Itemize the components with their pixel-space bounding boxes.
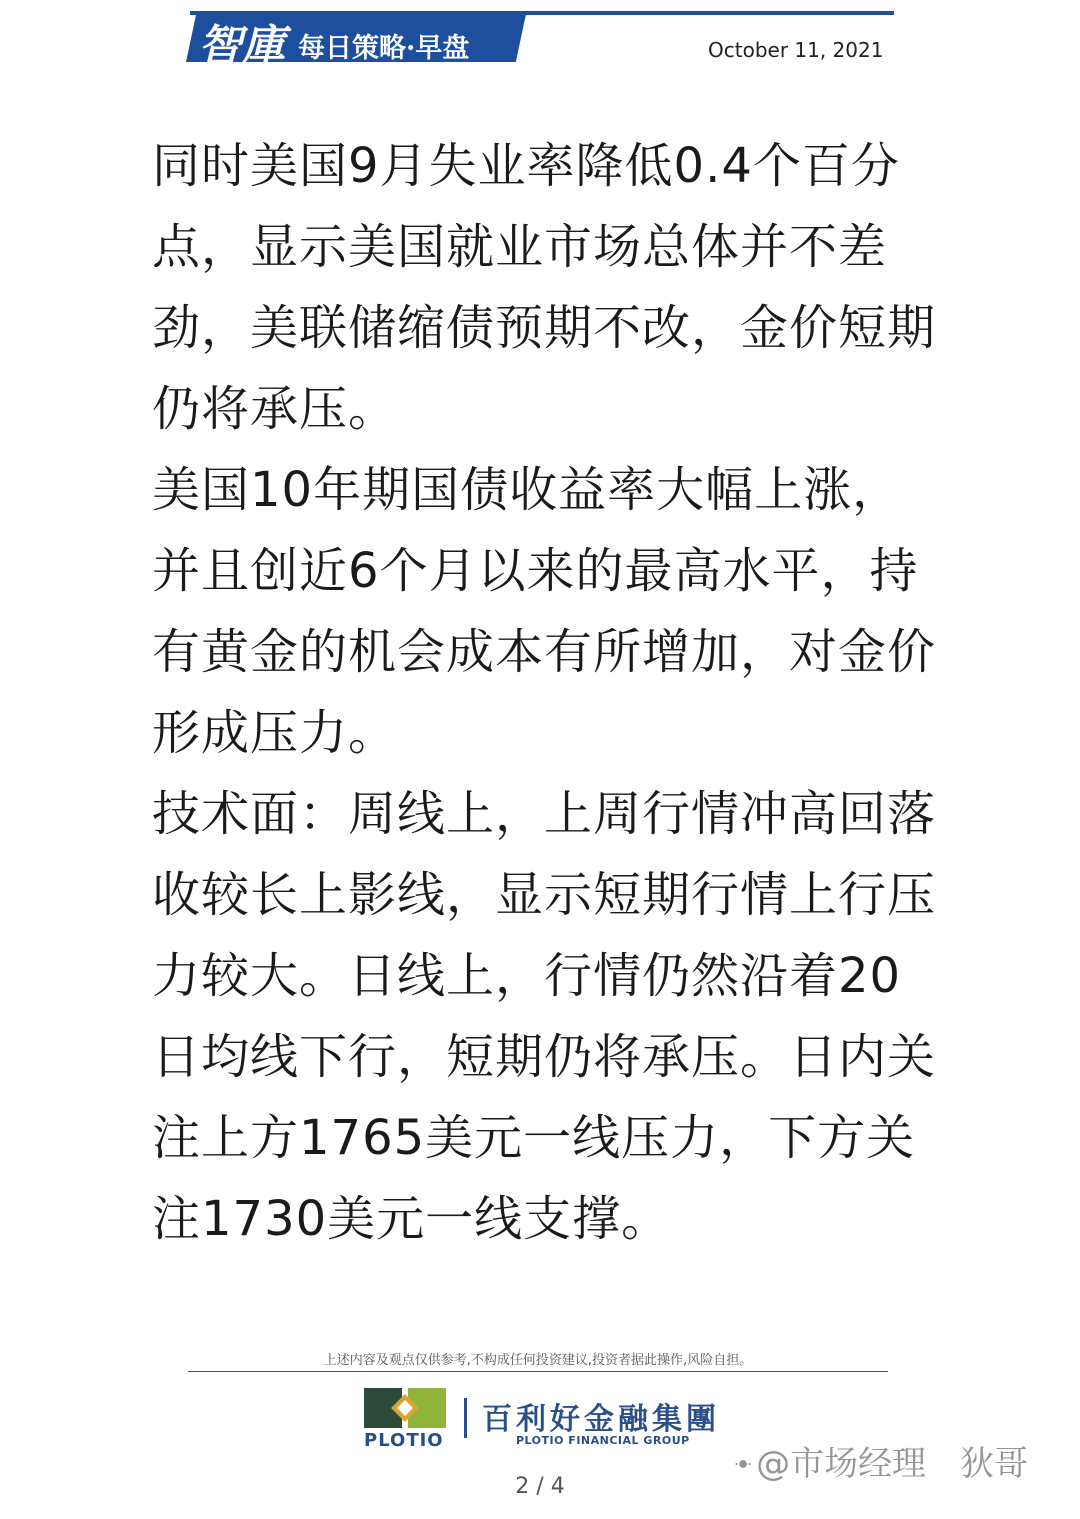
group-name-en: PLOTIO FINANCIAL GROUP — [516, 1434, 690, 1447]
page-indicator: 2 / 4 — [515, 1474, 565, 1499]
paragraph-treasury-yield: 美国10年期国债收益率大幅上涨，并且创近6个月以来的最高水平，持有黄金的机会成本有所增加，对金价形成压力。 — [152, 462, 937, 761]
logo-wordmark: PLOTIO — [364, 1430, 444, 1451]
article-body — [152, 126, 942, 1260]
paragraph-technical-analysis: 技术面：周线上，上周行情冲高回落收较长上影线，显示短期行情上行压力较大。日线上，行情仍然沿着20日均线下行，短期仍将承压。日内关注上方1765美元一线压力，下方关注1730美元一线支撑。 — [152, 786, 937, 1247]
disclaimer: 上述内容及观点仅供参考,不构成任何投资建议,投资者据此操作,风险自担。 — [188, 1349, 888, 1372]
page-header — [0, 0, 1080, 80]
company-logo — [364, 1388, 744, 1452]
watermark-text: @市场经理 狄哥 — [756, 1444, 1029, 1484]
brand-subtitle: 每日策略·早盘 — [298, 33, 470, 64]
brand-main: 智庫 — [198, 21, 284, 72]
logo-divider — [464, 1398, 467, 1438]
paragraph-unemployment: 同时美国9月失业率降低0.4个百分点，显示美国就业市场总体并不差劲，美联储缩债预期不改，金价短期仍将承压。 — [152, 138, 937, 437]
plotio-logo-icon — [364, 1388, 446, 1428]
weibo-icon: ꔹ — [734, 1453, 753, 1478]
report-date: October 11, 2021 — [708, 38, 884, 62]
group-name-cn: 百利好金融集團 — [482, 1402, 720, 1437]
